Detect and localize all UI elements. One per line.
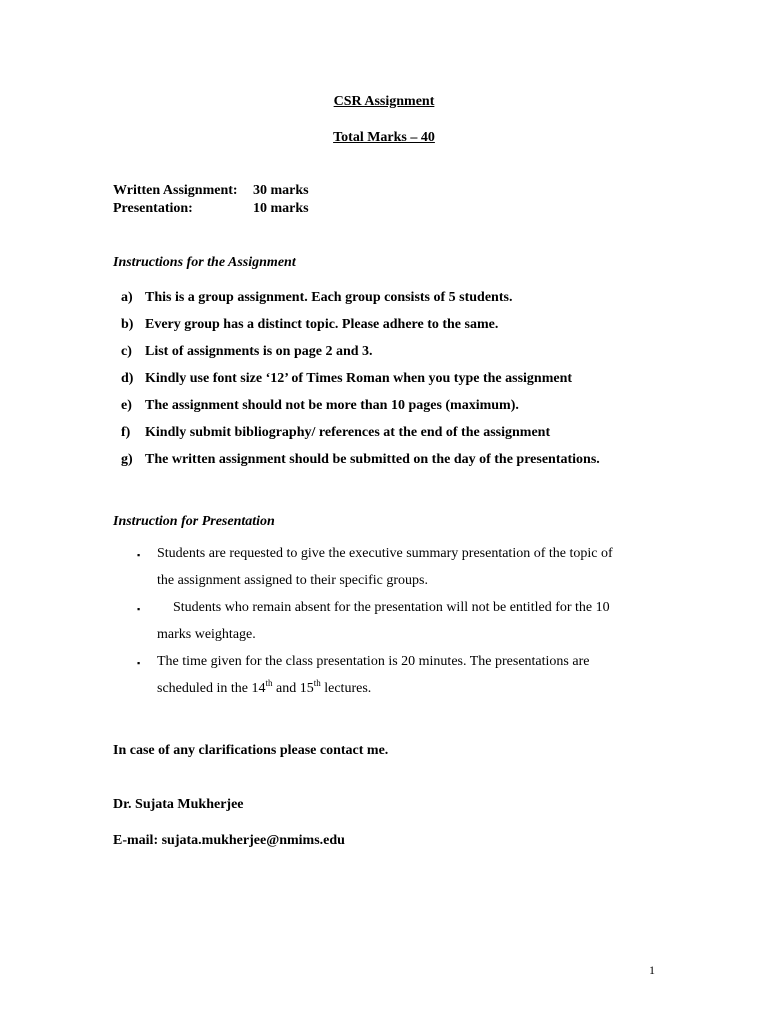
instruction-item: Every group has a distinct topic. Please adhere to the same. — [145, 317, 499, 332]
instruction-item: Kindly use font size ‘12’ of Times Roman when you type the assignment — [145, 371, 573, 386]
written-marks-label: Written Assignment: — [113, 183, 238, 198]
total-marks: Total Marks – 40 — [333, 130, 435, 145]
bullet-icon: ▪ — [137, 658, 141, 668]
schedule-text: and 15 — [272, 681, 314, 696]
instruction-letter: a) — [121, 290, 133, 305]
superscript-th: th — [313, 678, 321, 688]
presentation-bullet-line: The time given for the class presentation is 20 minutes. The presentations are — [157, 654, 590, 669]
document-title: CSR Assignment — [333, 94, 435, 109]
presentation-bullet-line: Students are requested to give the executive summary presentation of the topic of — [157, 546, 613, 561]
instruction-letter: c) — [121, 344, 132, 359]
presentation-bullet-line — [157, 678, 372, 697]
schedule-text: lectures. — [320, 681, 372, 696]
presentation-instructions-heading: Instruction for Presentation — [113, 514, 275, 529]
presentation-marks-label: Presentation: — [113, 201, 193, 216]
page-number: 1 — [649, 963, 655, 977]
instruction-item: Kindly submit bibliography/ references at the end of the assignment — [145, 425, 551, 440]
bullet-icon: ▪ — [137, 550, 141, 560]
presentation-bullet-line: Students who remain absent for the presentation will not be entitled for the 10 — [173, 600, 610, 615]
author-name: Dr. Sujata Mukherjee — [113, 797, 244, 812]
written-marks-value: 30 marks — [253, 183, 309, 198]
schedule-text: scheduled in the 14 — [157, 681, 266, 696]
presentation-bullet-line: the assignment assigned to their specific groups. — [157, 573, 428, 588]
presentation-marks-value: 10 marks — [253, 201, 309, 216]
instruction-letter: g) — [121, 452, 133, 467]
instruction-letter: d) — [121, 371, 134, 386]
clarification-note: In case of any clarifications please contact me. — [113, 743, 389, 758]
instruction-letter: e) — [121, 398, 132, 413]
superscript-th: th — [265, 678, 273, 688]
assignment-instructions-heading: Instructions for the Assignment — [113, 255, 296, 270]
instruction-item: This is a group assignment. Each group consists of 5 students. — [145, 290, 513, 305]
presentation-bullet-line: marks weightage. — [157, 627, 256, 642]
author-email: E-mail: sujata.mukherjee@nmims.edu — [113, 833, 345, 848]
instruction-letter: b) — [121, 317, 134, 332]
instruction-letter: f) — [121, 425, 131, 440]
instruction-item: The assignment should not be more than 10 pages (maximum). — [145, 398, 519, 413]
instruction-item: List of assignments is on page 2 and 3. — [145, 344, 373, 359]
instruction-item: The written assignment should be submitted on the day of the presentations. — [145, 452, 600, 467]
bullet-icon: ▪ — [137, 604, 141, 614]
